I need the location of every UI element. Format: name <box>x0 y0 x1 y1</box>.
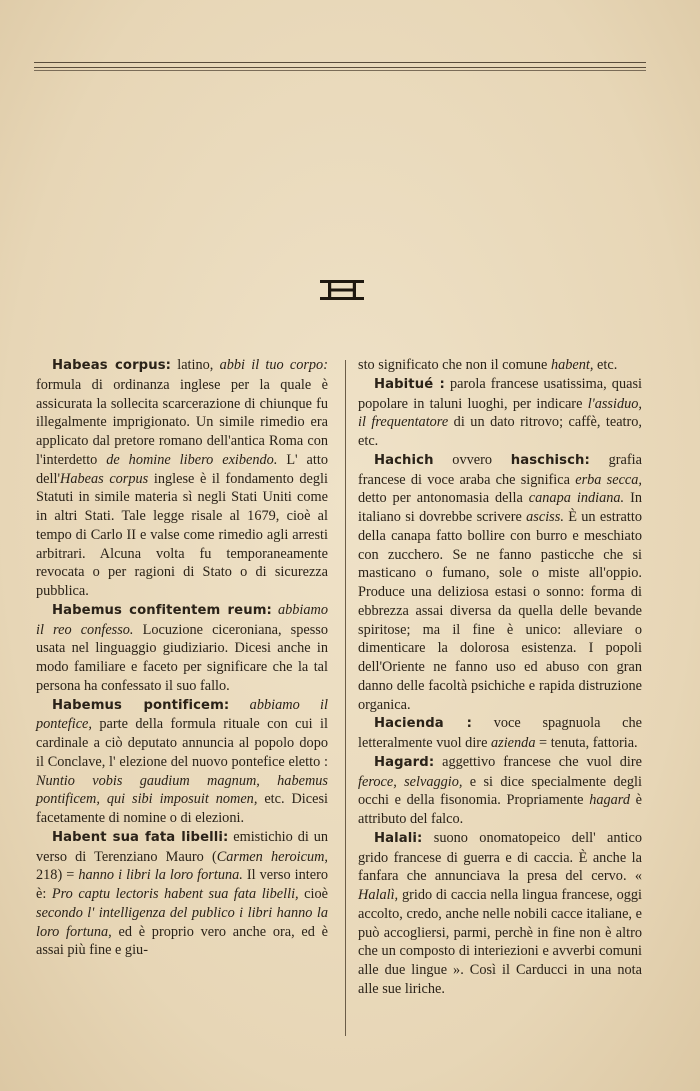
column-divider <box>345 360 346 1036</box>
left-column <box>36 356 328 960</box>
italic-text: Halalì, <box>358 887 399 903</box>
entry-text <box>229 697 249 713</box>
italic-text: feroce, selvaggio, <box>358 773 463 790</box>
dictionary-entry <box>36 601 328 696</box>
italic-text: canapa indiana. <box>528 490 625 507</box>
entry-text: sto significato che non il comune <box>358 357 551 373</box>
entry-text: inglese è il fondamento degli Statuti in simile materia sì negli Stati Uniti come in altri Stati. Tale legge risale al 1679, cioè al tempo di Carlo II e valse come rimedio agli arresti arbitrari. Alcuna volta fu temporaneamente revocata o per ragioni di Stato o di sicurezza pubblica. <box>36 470 328 599</box>
dictionary-entry <box>358 714 642 753</box>
dictionary-entry <box>36 828 328 960</box>
entry-headword: Hachich <box>374 452 434 468</box>
entry-text: ovvero <box>433 451 511 468</box>
italic-text: Carmen heroicum, <box>216 848 328 865</box>
entry-text: è attributo del falco. <box>358 792 642 827</box>
entry-text: latino, <box>171 357 220 373</box>
dictionary-entry <box>36 356 328 601</box>
italic-text: hanno i libri la loro fortuna. <box>78 867 243 884</box>
entry-text: suono onomatopeico dell' antico grido francese di guerra e di caccia. È anche la fanfara che annunciava la presa del cervo. « <box>358 829 642 885</box>
header-rule <box>34 62 646 63</box>
italic-text: asciss. <box>526 509 564 525</box>
italic-text: habent, <box>550 357 594 373</box>
entry-text: formula di ordinanza inglese per la quale è assicurata la sollecita scarcerazione di chiunque fu illegalmente imprigionato. Un simile rimedio era applicato dal pretore romano dell'antica Roma con l'interdetto <box>36 376 328 468</box>
entry-text: 218) = <box>36 867 79 884</box>
entry-variant-headword: haschisch: <box>510 452 590 468</box>
italic-text: hagard <box>589 792 630 809</box>
italic-text: abbiamo il reo confesso. <box>36 601 329 638</box>
entry-headword: Habemus confitentem reum: <box>52 602 272 618</box>
entry-text: e si dice specialmente degli occhi e della fisonomia. Propriamente <box>358 773 642 809</box>
entry-text: In italiano si dovrebbe scrivere <box>358 490 642 525</box>
entry-headword: Habeas corpus: <box>52 358 172 373</box>
section-letter-h-ornament <box>318 279 366 301</box>
entry-headword: Hagard: <box>374 754 435 770</box>
italic-text: erba secca, <box>575 471 642 488</box>
entry-text: di un dato ritrovo; caffè, teatro, etc. <box>358 414 643 449</box>
dictionary-entry <box>36 696 328 828</box>
dictionary-entry <box>358 451 642 715</box>
italic-text: de homine libero exibendo. <box>106 451 278 468</box>
dictionary-entry <box>358 829 642 999</box>
entry-text: parola francese usatissima, quasi popolare in taluni luoghi, per indicare <box>358 375 642 412</box>
italic-text: Nuntio vobis gaudium magnum, habemus pontificem, qui sibi imposuit nomen, <box>36 772 328 808</box>
italic-text: abbi il tuo corpo: <box>219 357 328 373</box>
entry-text: voce spagnuola che letteralmente vuol dire <box>358 715 642 751</box>
dictionary-entry <box>358 753 642 829</box>
italic-text: l'assiduo, il frequentatore <box>358 395 642 431</box>
header-rule-thin-lower <box>34 70 646 71</box>
entry-text: emistichio di un verso di Terenziano Mauro ( <box>36 828 328 865</box>
italic-text: azienda <box>491 735 536 751</box>
entry-text: L' atto dell' <box>36 451 328 487</box>
entry-text: etc. Dicesi facetamente di nomine o di elezioni. <box>36 791 328 826</box>
dictionary-entry <box>358 375 642 451</box>
continued-text <box>358 356 642 375</box>
entry-text: = tenuta, fattoria. <box>535 735 638 751</box>
entry-text: detto per antonomasia della <box>358 490 529 507</box>
entry-text: È un estratto della canapa fatto bollire con burro e meschiato con zucchero. Se ne fanno pasticche che si masticano o fumano, sole o miste all'oppio. Produce una deliziosa estasi o sonno: forma di ebbrezza assai diversa da quella delle bevande spiritose; ma il fine è unico: alleviare o dimenticare la dolorosa esistenza. I popoli dell'Oriente ne fanno uso ed abuso con gran danno delle facoltà psichiche e rapida distruzione organica. <box>358 509 642 713</box>
italic-text: abbiamo il pontefice, <box>36 696 329 733</box>
italic-text: secondo l' intelligenza del publico i libri hanno la loro fortuna, <box>36 904 328 940</box>
entry-text: Il verso intero è: <box>36 867 328 902</box>
entry-text: parte della formula rituale con cui il cardinale a ciò deputato annuncia al popolo dopo il Conclave, l' elezione del nuovo pontefice eletto : <box>36 716 328 770</box>
entry-text: ed è proprio vero anche ora, ed è assai più fine e giu- <box>36 923 328 959</box>
entry-text: grido di caccia nella lingua francese, oggi accolto, credo, anche nelle nobili cacce italiane, e può accogliersi, parmi, perchè in fine non è altro che un composto di interiezioni e avverbi comuni alle due lingue ». Così il Carducci in una nota alle sue liriche. <box>358 887 642 997</box>
italic-text: Habeas corpus <box>60 470 149 487</box>
entry-text: cioè <box>298 886 328 902</box>
entry-headword: Hacienda : <box>374 716 472 732</box>
entry-text: aggettivo francese che vuol dire <box>434 753 642 770</box>
entry-text: etc. <box>593 357 618 373</box>
entry-text: grafia francese di voce araba che significa <box>358 451 642 488</box>
header-rule-thin <box>34 67 646 68</box>
right-column <box>358 356 642 999</box>
entry-headword: Habemus pontificem: <box>52 697 230 713</box>
entry-text: Locuzione ciceroniana, spesso usata nel linguaggio giudiziario. Dicesi anche in modo familiare e faceto per significare che la tal persona ha confessato il suo fallo. <box>36 621 328 694</box>
entry-headword: Habitué : <box>374 376 445 392</box>
italic-text: Pro captu lectoris habent sua fata libelli, <box>51 886 299 902</box>
entry-headword: Halali: <box>374 830 423 846</box>
entry-headword: Habent sua fata libelli: <box>52 829 229 845</box>
